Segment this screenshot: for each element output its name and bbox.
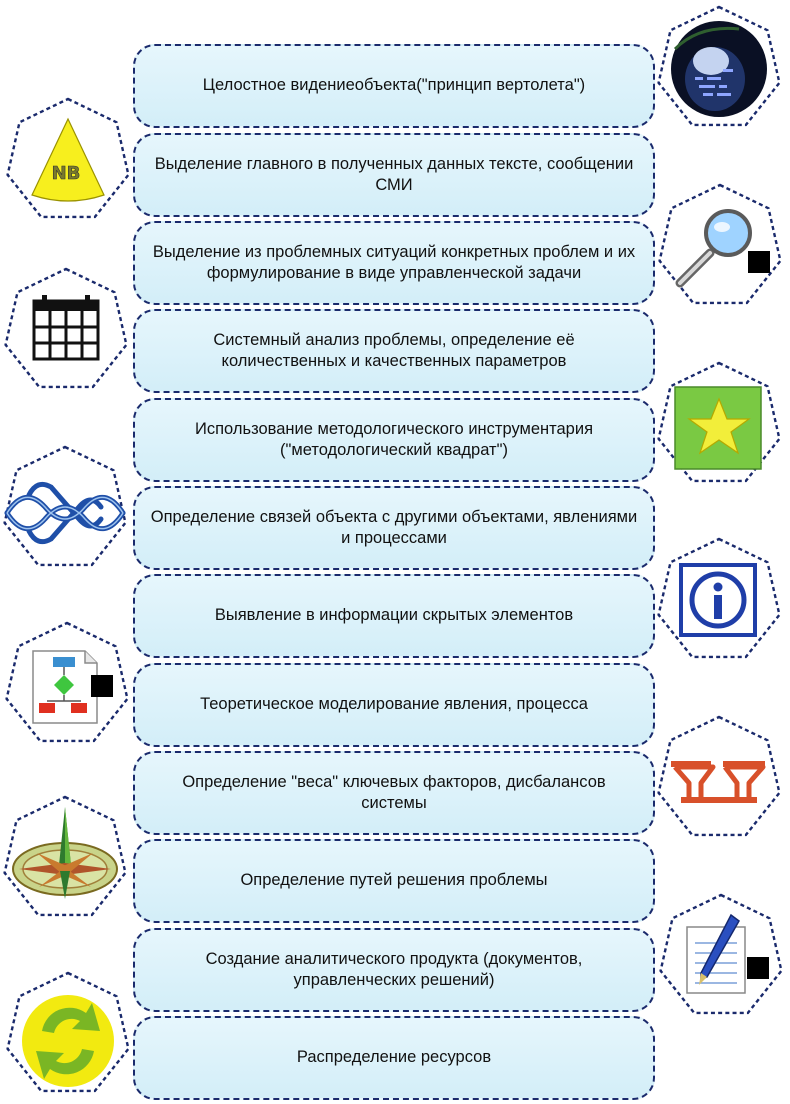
- step-box: [133, 928, 655, 1012]
- globe-data-icon: [654, 4, 784, 134]
- step-label: Определение путей решения проблемы: [240, 871, 548, 890]
- step-box: [133, 1016, 655, 1100]
- info-icon: [654, 536, 784, 666]
- knot-icon: [0, 444, 130, 574]
- step-label: Целостное видениеобъекта("принцип вертолета"): [202, 76, 586, 95]
- compass-rose-icon: [0, 794, 130, 924]
- star-icon: [654, 360, 784, 490]
- step-label: Выделение из проблемных ситуаций конкретных проблем и их формулирование в виде управленческой задачи: [152, 242, 636, 282]
- nb-cone-icon: [3, 96, 133, 226]
- magnifier-icon: [655, 182, 785, 312]
- step-label: Теоретическое моделирование явления, процесса: [200, 695, 588, 714]
- step-box: [133, 133, 655, 217]
- step-label: Определение "веса" ключевых факторов, дисбалансов системы: [182, 772, 606, 812]
- step-box: [133, 398, 655, 482]
- step-box: [133, 44, 655, 128]
- step-label: Системный анализ проблемы, определение её количественных и качественных параметров: [213, 330, 575, 370]
- step-box: [133, 751, 655, 835]
- step-box: [133, 663, 655, 747]
- step-label: Распределение ресурсов: [296, 1048, 492, 1067]
- step-label: Определение связей объекта с другими объектами, явлениями и процессами: [150, 507, 638, 547]
- nb-label: NB: [51, 163, 81, 184]
- calendar-icon: [1, 266, 131, 396]
- step-box: [133, 839, 655, 923]
- step-label: Использование методологического инструментария ("методологический квадрат"): [194, 419, 594, 459]
- funnels-icon: [654, 714, 784, 844]
- pen-document-icon: [656, 892, 786, 1022]
- step-box: [133, 221, 655, 305]
- step-label: Создание аналитического продукта (документов, управленческих решений): [205, 949, 583, 989]
- recycle-arrows-icon: [3, 970, 133, 1100]
- step-label: Выявление в информации скрытых элементов: [214, 606, 574, 625]
- flowchart-icon: [2, 620, 132, 750]
- step-label: Выделение главного в полученных данных тексте, сообщении СМИ: [154, 154, 634, 194]
- step-box: [133, 309, 655, 393]
- step-box: [133, 574, 655, 658]
- step-box: [133, 486, 655, 570]
